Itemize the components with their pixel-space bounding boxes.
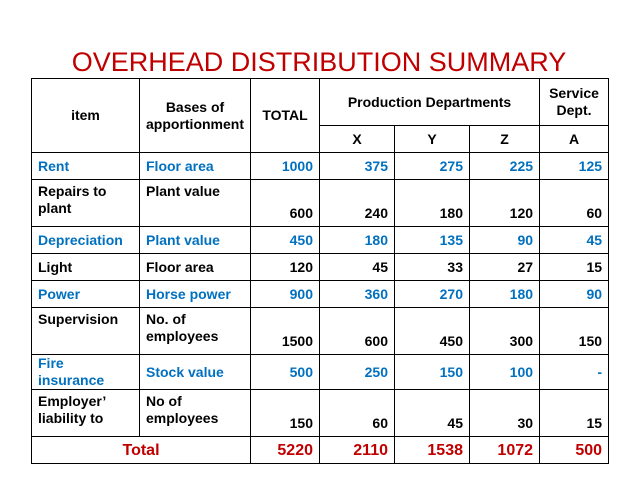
row-a: 45: [540, 227, 609, 254]
row-x: 600: [320, 308, 395, 355]
row-total: 1500: [251, 308, 320, 355]
row-a: 150: [540, 308, 609, 355]
row-y: 45: [395, 390, 470, 437]
table-row: [32, 254, 609, 281]
total-total: 5220: [251, 437, 320, 464]
table-row: [32, 308, 609, 355]
row-total: 150: [251, 390, 320, 437]
row-z: 100: [470, 355, 540, 390]
row-x: 360: [320, 281, 395, 308]
table-row: [32, 390, 609, 437]
row-base: No of employees: [140, 390, 251, 437]
row-a: -: [540, 355, 609, 390]
row-item: Employer’ liability to: [32, 390, 140, 437]
total-row: [32, 437, 609, 464]
row-a: 15: [540, 254, 609, 281]
row-y: 450: [395, 308, 470, 355]
row-x: 60: [320, 390, 395, 437]
row-total: 900: [251, 281, 320, 308]
row-base: Stock value: [140, 355, 251, 390]
header-y: Y: [395, 126, 470, 153]
overhead-table: [31, 78, 609, 464]
row-y: 33: [395, 254, 470, 281]
row-total: 450: [251, 227, 320, 254]
row-item: Light: [32, 254, 140, 281]
header-item: item: [32, 79, 140, 153]
row-item: Power: [32, 281, 140, 308]
row-z: 180: [470, 281, 540, 308]
row-x: 250: [320, 355, 395, 390]
header-service: Service Dept.: [540, 79, 609, 126]
row-x: 45: [320, 254, 395, 281]
row-base: Plant value: [140, 180, 251, 227]
row-z: 90: [470, 227, 540, 254]
row-item: Fire insurance: [32, 355, 140, 390]
page-title: OVERHEAD DISTRIBUTION SUMMARY: [71, 47, 567, 77]
row-z: 30: [470, 390, 540, 437]
row-x: 240: [320, 180, 395, 227]
row-total: 1000: [251, 153, 320, 180]
header-x: X: [320, 126, 395, 153]
row-z: 300: [470, 308, 540, 355]
total-y: 1538: [395, 437, 470, 464]
row-y: 275: [395, 153, 470, 180]
table-row: [32, 355, 609, 390]
row-z: 225: [470, 153, 540, 180]
row-a: 60: [540, 180, 609, 227]
row-item: Rent: [32, 153, 140, 180]
row-total: 600: [251, 180, 320, 227]
row-item: Depreciation: [32, 227, 140, 254]
row-a: 15: [540, 390, 609, 437]
row-y: 150: [395, 355, 470, 390]
row-base: Plant value: [140, 227, 251, 254]
row-x: 375: [320, 153, 395, 180]
row-a: 90: [540, 281, 609, 308]
header-total: TOTAL: [251, 79, 320, 153]
row-item: Repairs to plant: [32, 180, 140, 227]
row-base: Floor area: [140, 254, 251, 281]
header-z: Z: [470, 126, 540, 153]
row-y: 135: [395, 227, 470, 254]
row-z: 27: [470, 254, 540, 281]
row-x: 180: [320, 227, 395, 254]
table-row: [32, 153, 609, 180]
total-a: 500: [540, 437, 609, 464]
table-row: [32, 281, 609, 308]
row-y: 180: [395, 180, 470, 227]
row-total: 120: [251, 254, 320, 281]
table-row: [32, 227, 609, 254]
header-production: Production Departments: [320, 79, 540, 126]
row-total: 500: [251, 355, 320, 390]
total-z: 1072: [470, 437, 540, 464]
row-base: Floor area: [140, 153, 251, 180]
row-z: 120: [470, 180, 540, 227]
total-x: 2110: [320, 437, 395, 464]
table-row: [32, 180, 609, 227]
row-base: Horse power: [140, 281, 251, 308]
header-bases: Bases of apportionment: [140, 79, 251, 153]
row-item: Supervision: [32, 308, 140, 355]
row-y: 270: [395, 281, 470, 308]
row-a: 125: [540, 153, 609, 180]
header-a: A: [540, 126, 609, 153]
row-base: No. of employees: [140, 308, 251, 355]
total-label: Total: [32, 437, 251, 464]
